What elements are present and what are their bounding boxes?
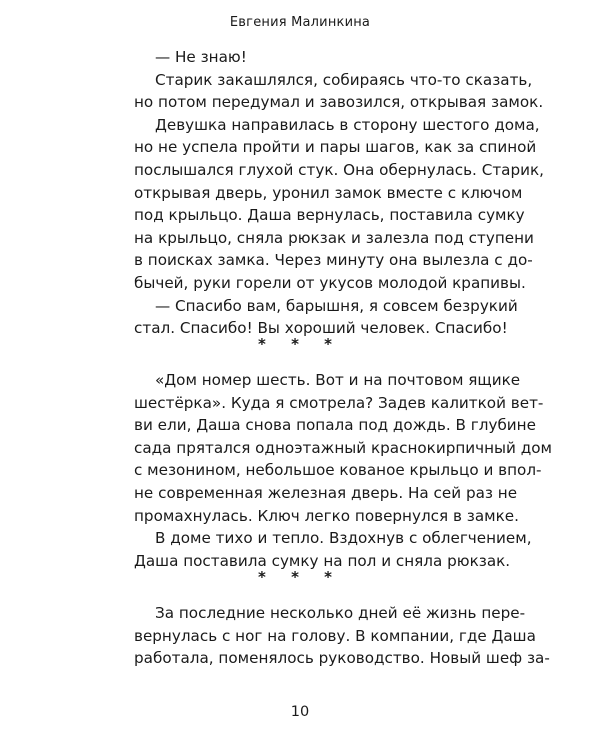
text-section-1	[134, 46, 544, 340]
text-line: шестёрка». Куда я смотрела? Задев калиткой вет-	[134, 393, 544, 412]
text-line: под крыльцо. Даша вернулась, поставила сумку	[134, 206, 525, 225]
text-line: — Спасибо вам, барышня, я совсем безрукий	[155, 296, 518, 315]
section-separator: * * *	[258, 568, 342, 586]
text-line: с мезонином, небольшое кованое крыльцо и впол-	[134, 461, 542, 480]
text-line: «Дом номер шесть. Вот и на почтовом ящике	[155, 371, 521, 389]
text-line: в поисках замка. Через минуту она вылезла с до-	[134, 251, 533, 270]
text-line: сада прятался одноэтажный краснокирпичный дом	[134, 438, 552, 457]
text-line: но потом передумал и завозился, открывая замок.	[134, 93, 544, 112]
text-section-3	[134, 602, 550, 670]
text-line: — Не знаю!	[155, 48, 247, 66]
text-line: Даша поставила сумку на пол и сняла рюкзак.	[134, 551, 511, 570]
text-line: на крыльцо, сняла рюкзак и залезла под ступени	[134, 228, 534, 247]
text-line: Девушка направилась в сторону шестого дома,	[155, 115, 540, 134]
text-line: бычей, руки горели от укусов молодой крапивы.	[134, 273, 526, 292]
text-line: В доме тихо и тепло. Вздохнув с облегчением,	[155, 529, 532, 548]
text-line: ви ели, Даша снова попала под дождь. В глубине	[134, 416, 536, 435]
text-line: За последние несколько дней её жизнь пере-	[155, 604, 526, 622]
text-line: но не успела пройти и пары шагов, как за спиной	[134, 138, 537, 157]
text-section-2	[134, 369, 552, 572]
text-line: послышался глухой стук. Она обернулась. Старик,	[134, 160, 544, 179]
text-line: промахнулась. Ключ легко повернулся в замке.	[134, 506, 519, 525]
text-line: стал. Спасибо! Вы хороший человек. Спасибо!	[134, 319, 508, 338]
text-line: вернулась с ног на голову. В компании, где Даша	[134, 626, 536, 645]
running-head-author: Евгения Малинкина	[229, 15, 371, 30]
text-line: не современная железная дверь. На сей раз не	[134, 483, 518, 502]
section-separator: * * *	[258, 335, 342, 353]
text-line: Старик закашлялся, собираясь что-то сказать,	[155, 70, 533, 89]
text-line: работала, поменялось руководство. Новый шеф за-	[134, 649, 550, 668]
text-line: открывая дверь, уронил замок вместе с ключом	[134, 183, 523, 202]
page-number: 10	[290, 704, 310, 720]
